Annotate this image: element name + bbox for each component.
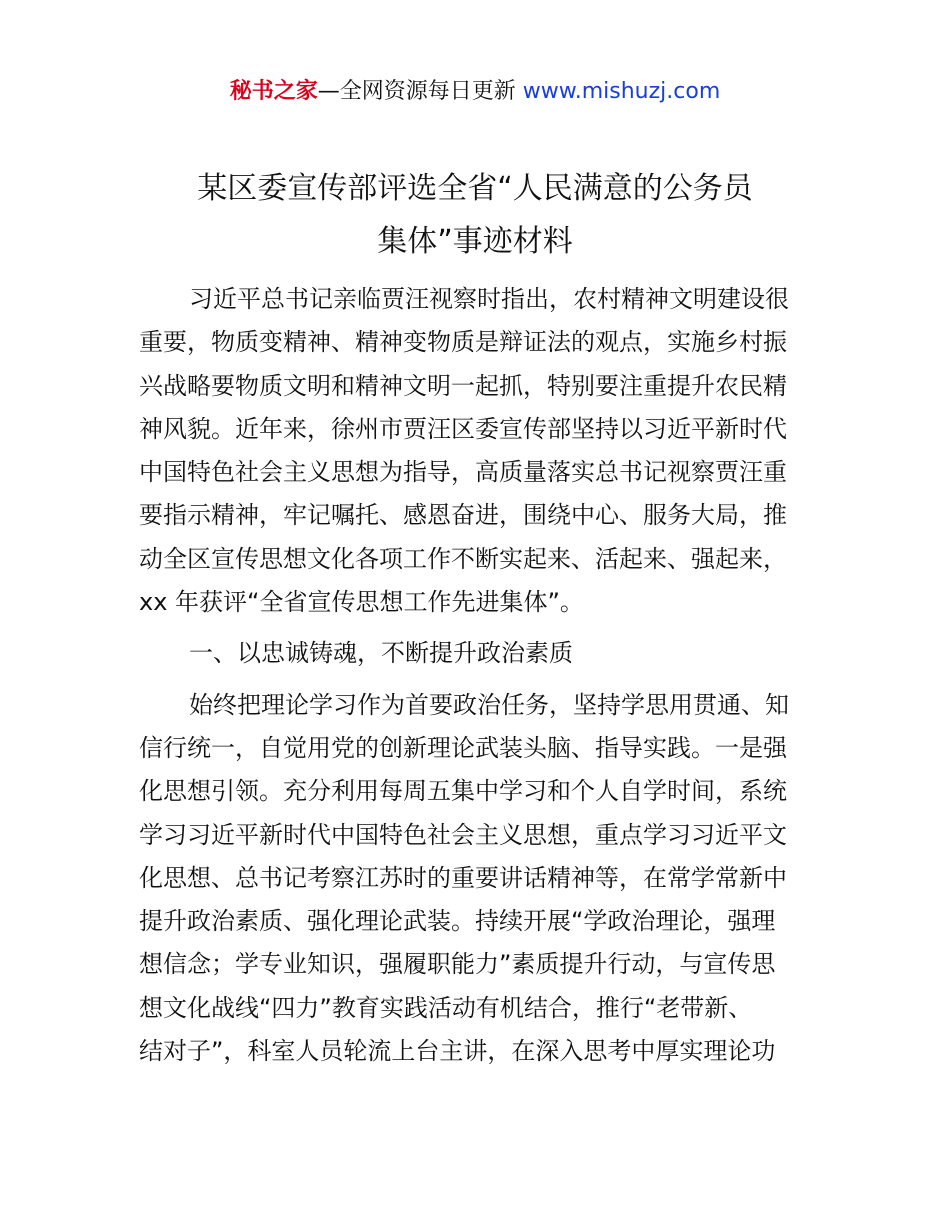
title-line-1: 某区委宣传部评选全省“人民满意的公务员 xyxy=(197,171,753,206)
paragraph-line: 想文化战线“四力”教育实践活动有机结合，推行“老带新、 xyxy=(139,993,753,1022)
paragraph-line: 结对子”，科室人员轮流上台主讲，在深入思考中厚实理论功 xyxy=(139,1037,776,1066)
paragraph-line: 信行统一，自觉用党的创新理论武装头脑、指导实践。一是强 xyxy=(139,733,787,762)
paragraph-line: 化思想引领。充分利用每周五集中学习和个人自学时间，系统 xyxy=(139,777,787,806)
paragraph-line: xx 年获评“全省宣传思想工作先进集体”。 xyxy=(139,588,584,617)
paragraph-line: 想信念；学专业知识，强履职能力”素质提升行动，与宣传思 xyxy=(139,950,776,979)
site-url-link[interactable]: www.mishuzj.com xyxy=(522,79,721,104)
paragraph-spacer xyxy=(139,624,819,632)
header-tagline: —全网资源每日更新 xyxy=(317,79,523,104)
paragraph-line: 提升政治素质、强化理论武装。持续开展“学政治理论，强理 xyxy=(139,907,776,936)
site-header xyxy=(0,74,950,110)
title-line-2: 集体”事迹材料 xyxy=(377,224,573,259)
section-heading: 一、以忠诚铸魂，不断提升政治素质 xyxy=(189,639,573,668)
paragraph-line: 动全区宣传思想文化各项工作不断实起来、活起来、强起来， xyxy=(139,544,787,573)
paragraph-line: 中国特色社会主义思想为指导，高质量落实总书记视察贾汪重 xyxy=(139,458,787,487)
paragraph-line: 要指示精神，牢记嘱托、感恩奋进，围绕中心、服务大局，推 xyxy=(139,501,787,530)
document-body xyxy=(139,278,819,1073)
paragraph-line: 始终把理论学习作为首要政治任务，坚持学思用贯通、知 xyxy=(189,690,789,719)
paragraph-line: 重要，物质变精神、精神变物质是辩证法的观点，实施乡村振 xyxy=(139,328,787,357)
brand-name: 秘书之家 xyxy=(229,79,318,104)
paragraph-line: 神风貌。近年来，徐州市贾汪区委宣传部坚持以习近平新时代 xyxy=(139,414,787,443)
document-title xyxy=(100,162,850,268)
paragraph-line: 兴战略要物质文明和精神文明一起抓，特别要注重提升农民精 xyxy=(139,371,787,400)
paragraph-line: 化思想、总书记考察江苏时的重要讲话精神等，在常学常新中 xyxy=(139,863,787,892)
paragraph-line: 习近平总书记亲临贾汪视察时指出，农村精神文明建设很 xyxy=(189,285,789,313)
paragraph-spacer xyxy=(139,676,819,684)
paragraph-line: 学习习近平新时代中国特色社会主义思想，重点学习习近平文 xyxy=(139,820,787,849)
